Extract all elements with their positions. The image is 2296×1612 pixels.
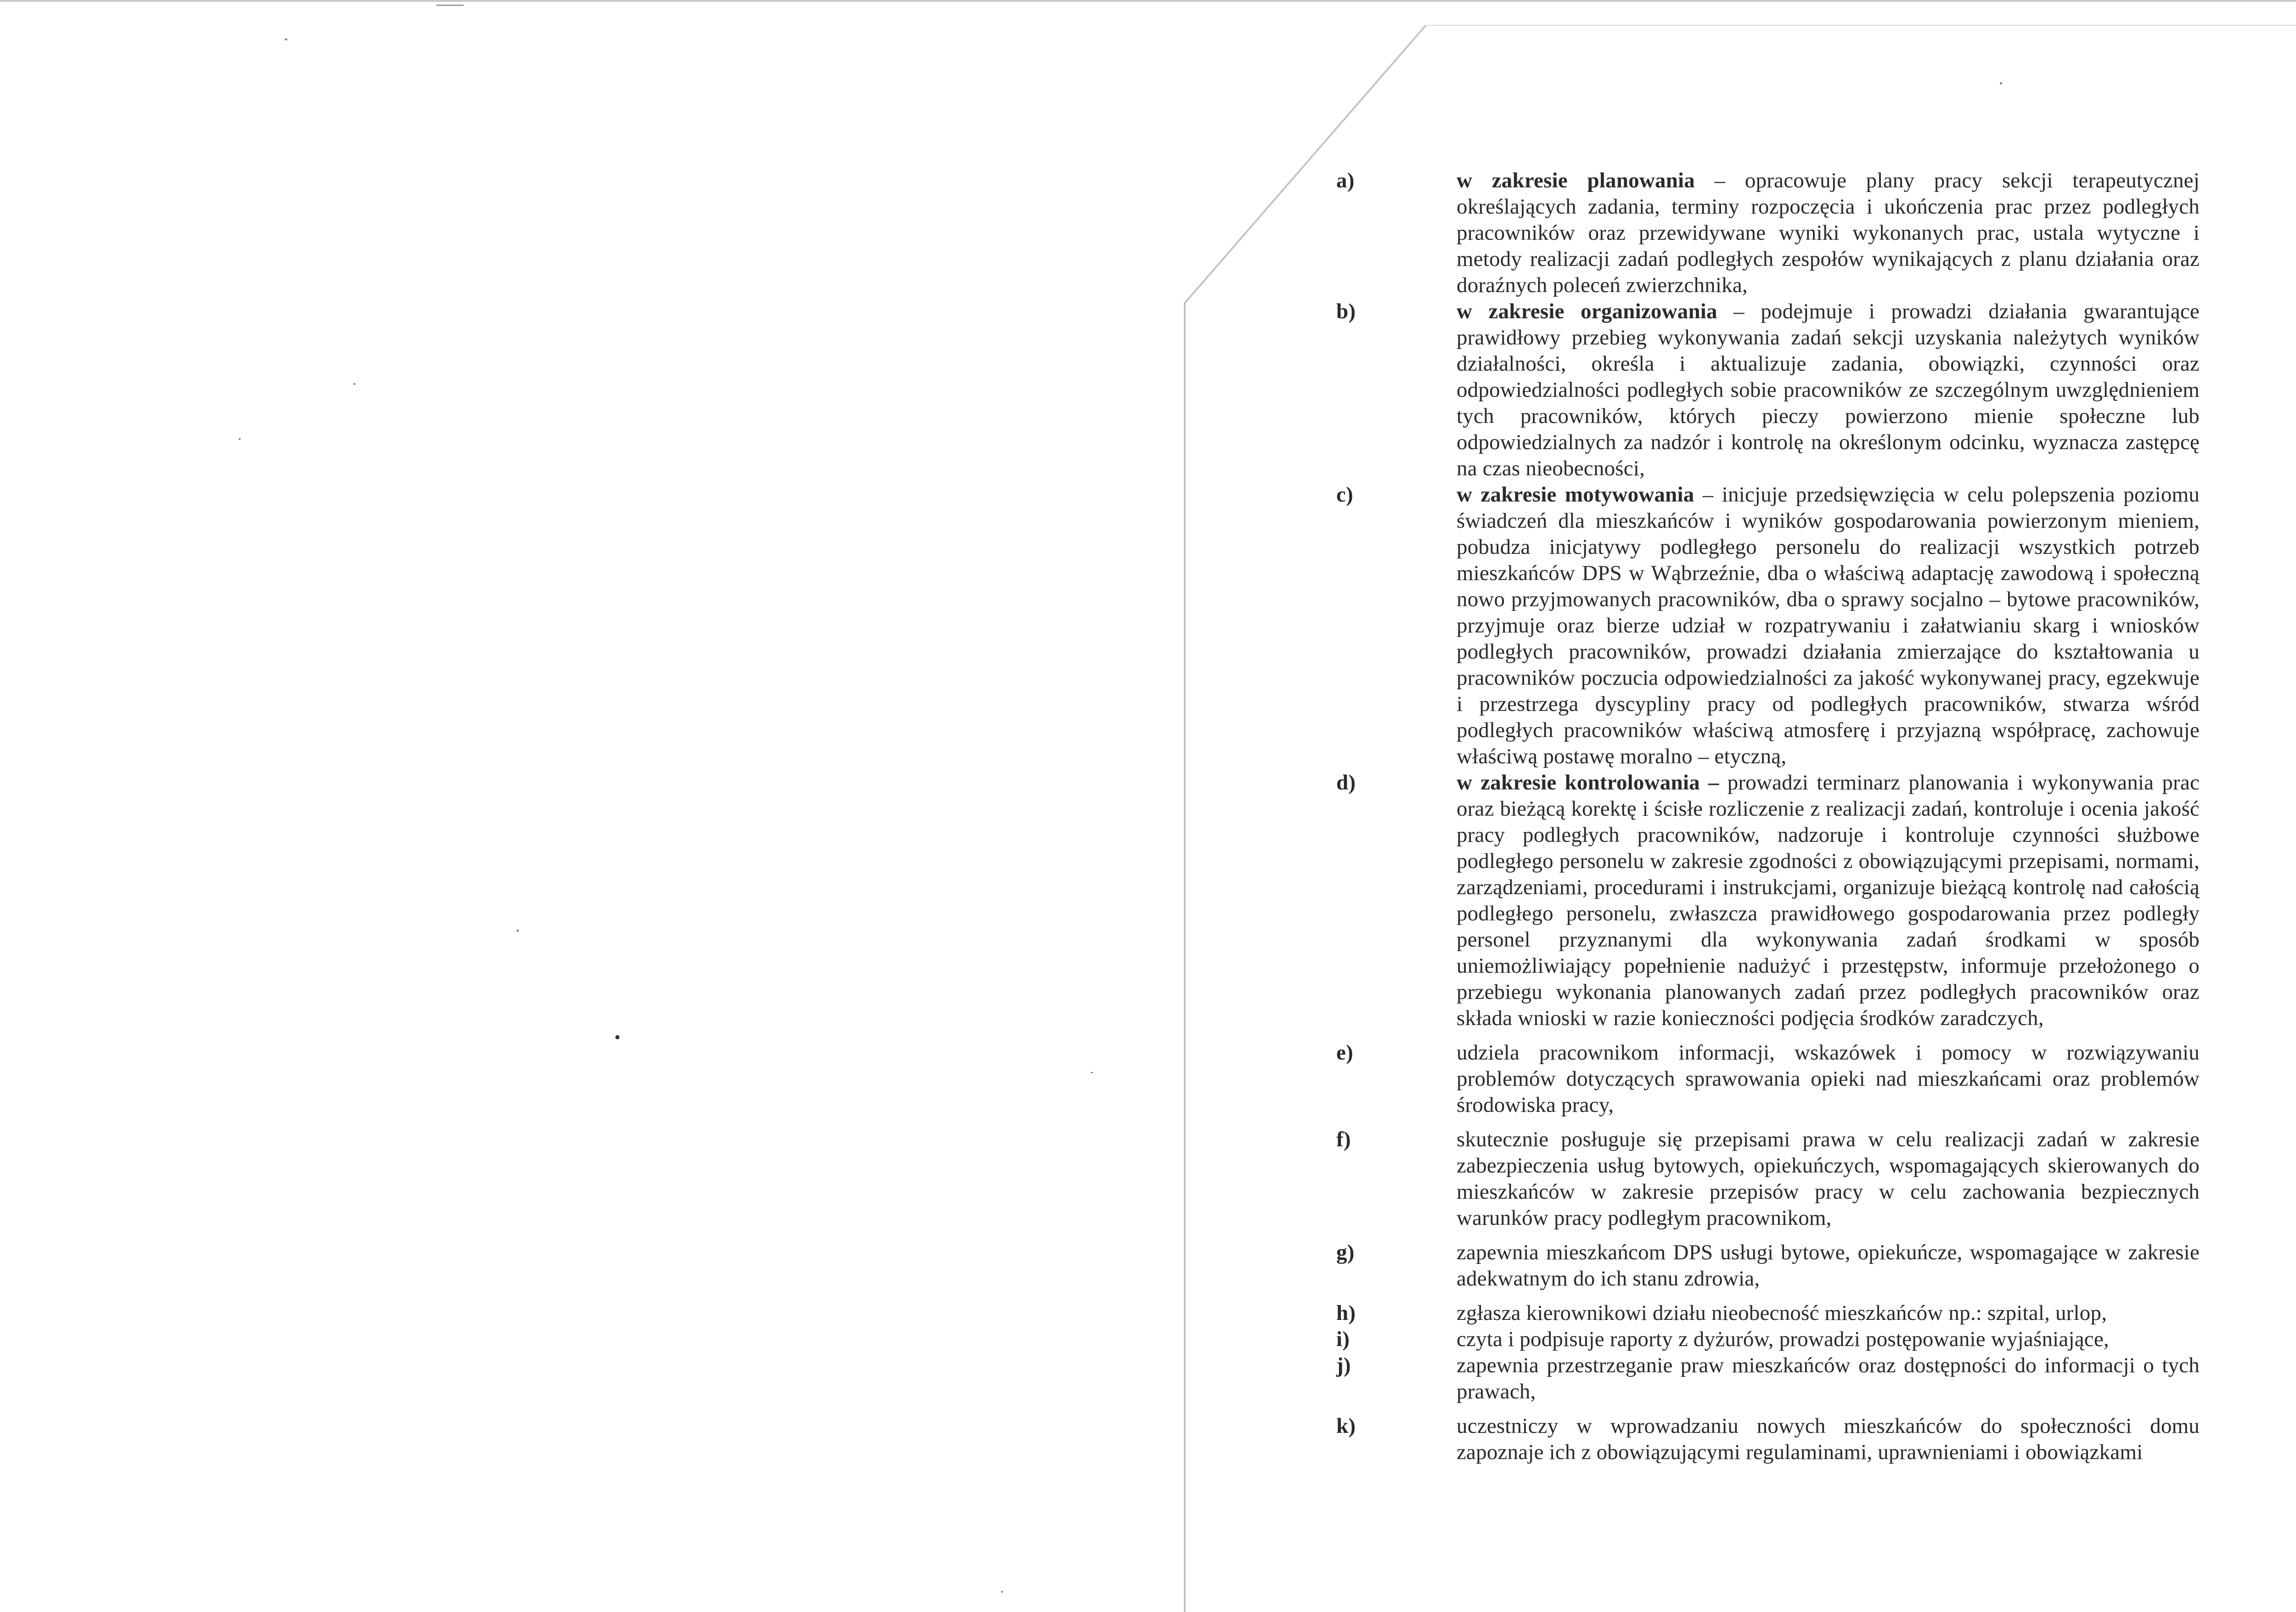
blank-left-page: [0, 2, 1203, 1612]
item-marker: k): [1336, 1414, 1356, 1438]
item-text: zapewnia przestrzeganie praw mieszkańców oraz dostępności do informacji o tych prawach,: [1457, 1353, 2200, 1403]
item-marker: i): [1336, 1327, 1350, 1351]
list-item: [1336, 168, 2200, 299]
item-text: uczestniczy w wprowadzaniu nowych mieszkańców do społeczności domu zapoznaje ich z obowiązującymi regulaminami, uprawnieniami i obowiązkami: [1457, 1414, 2200, 1464]
list-item: [1336, 1353, 2200, 1405]
item-text: zapewnia mieszkańcom DPS usługi bytowe, opiekuńcze, wspomagające w zakresie adekwatnym do ich stanu zdrowia,: [1457, 1240, 2200, 1291]
item-marker: a): [1336, 169, 1355, 192]
list-item: [1336, 299, 2200, 482]
item-lead: w zakresie planowania: [1457, 169, 1695, 192]
duties-list: [1336, 168, 2200, 1465]
list-item: [1336, 1127, 2200, 1231]
scan-speck: [1091, 1072, 1093, 1073]
list-item: [1336, 770, 2200, 1031]
scan-speck: [239, 438, 241, 440]
item-marker: d): [1336, 771, 1356, 795]
item-lead: w zakresie motywowania: [1457, 483, 1694, 507]
scan-speck: [517, 930, 519, 932]
scan-speck: [285, 39, 287, 40]
scan-speck: [2000, 82, 2002, 85]
item-body: – inicjuje przedsięwzięcia w celu polepszenia poziomu świadczeń dla mieszkańców i wyników gospodarowania powierzonym mieniem, pobudza inicjatywy podległego personelu do realizacji wszystkich potrzeb mieszkańców DPS w Wąbrzeźnie, dba o właściwą adaptację zawodową i społeczną nowo przyjmowanych pracowników, dba o sprawy socjalno – bytowe pracowników, przyjmuje oraz bierze udział w rozpatrywaniu i załatwianiu skarg i wniosków podległych pracowników, prowadzi działania zmierzające do kształtowania u pracowników poczucia odpowiedzialności za jakość wykonywanej pracy, egzekwuje i przestrzega dyscypliny pracy od podległych pracowników, stwarza wśród podległych pracowników właściwą atmosferę i przyjazną współpracę, zachowuje właściwą postawę moralno – etyczną,: [1457, 483, 2200, 768]
item-lead: w zakresie organizowania: [1457, 299, 1717, 323]
item-body: prowadzi terminarz planowania i wykonywania prac oraz bieżącą korektę i ścisłe rozliczenie z realizacji zadań, kontroluje i ocenia jakość pracy podległych pracowników, nadzoruje i kontroluje czynności służbowe podległego personelu w zakresie zgodności z obowiązującymi przepisami, normami, zarządzeniami, procedurami i instrukcjami, organizuje bieżącą kontrolę nad całością podległego personelu, zwłaszcza prawidłowego gospodarowania przez podległy personel przyznanymi dla wykonywania zadań środkami w sposób uniemożliwiający popełnienie nadużyć i przestępstw, informuje przełożonego o przebiegu wykonania planowanych zadań przez podległych pracowników oraz składa wnioski w razie konieczności podjęcia środków zaradczych,: [1457, 771, 2200, 1030]
item-lead: w zakresie kontrolowania –: [1457, 771, 1719, 795]
list-item: [1336, 1413, 2200, 1465]
item-marker: h): [1336, 1301, 1356, 1325]
scan-speck: [436, 5, 464, 6]
scan-speck: [1001, 1591, 1003, 1593]
scan-speck: [354, 383, 355, 385]
item-marker: g): [1336, 1240, 1355, 1264]
scan-speck: [615, 1035, 619, 1039]
item-text: zgłasza kierownikowi działu nieobecność mieszkańców np.: szpital, urlop,: [1457, 1301, 2107, 1325]
list-item: [1336, 1300, 2200, 1326]
item-marker: c): [1336, 483, 1353, 507]
item-marker: b): [1336, 299, 1356, 323]
item-text: [1457, 168, 2200, 299]
item-text: udziela pracownikom informacji, wskazówek i pomocy w rozwiązywaniu problemów dotyczących sprawowania opieki nad mieszkańcami oraz problemów środowiska pracy,: [1457, 1041, 2200, 1117]
item-text: [1457, 482, 2200, 770]
document-body: [1336, 168, 2200, 1465]
item-text: [1457, 299, 2200, 482]
list-item: [1336, 1326, 2200, 1353]
item-body: – podejmuje i prowadzi działania gwarantujące prawidłowy przebieg wykonywania zadań sekcji uzyskania należytych wyników działalności, określa i aktualizuje zadania, obowiązki, czynności oraz odpowiedzialności podległych sobie pracowników ze szczególnym uwzględnieniem tych pracowników, których pieczy powierzono mienie społeczne lub odpowiedzialnych za nadzór i kontrolę na określonym odcinku, wyznacza zastępcę na czas nieobecności,: [1457, 299, 2200, 480]
item-marker: f): [1336, 1127, 1351, 1151]
item-text: czyta i podpisuje raporty z dyżurów, prowadzi postępowanie wyjaśniające,: [1457, 1327, 2109, 1351]
item-marker: j): [1336, 1353, 1351, 1377]
item-body: – opracowuje plany pracy sekcji terapeutycznej określających zadania, terminy rozpoczęcia i ukończenia prac przez podległych pracowników oraz przewidywane wyniki wykonanych prac, ustala wytyczne i metody realizacji zadań podległych zespołów wynikających z planu działania oraz doraźnych poleceń zwierzchnika,: [1457, 169, 2200, 297]
item-text: skutecznie posługuje się przepisami prawa w celu realizacji zadań w zakresie zabezpieczenia usług bytowych, opiekuńczych, wspomagających skierowanych do mieszkańców w zakresie przepisów pracy w celu zachowania bezpiecznych warunków pracy podległym pracownikom,: [1457, 1127, 2200, 1230]
list-item: [1336, 1040, 2200, 1118]
list-item: [1336, 1240, 2200, 1292]
item-text: [1457, 770, 2200, 1031]
list-item: [1336, 482, 2200, 770]
item-marker: e): [1336, 1041, 1353, 1065]
